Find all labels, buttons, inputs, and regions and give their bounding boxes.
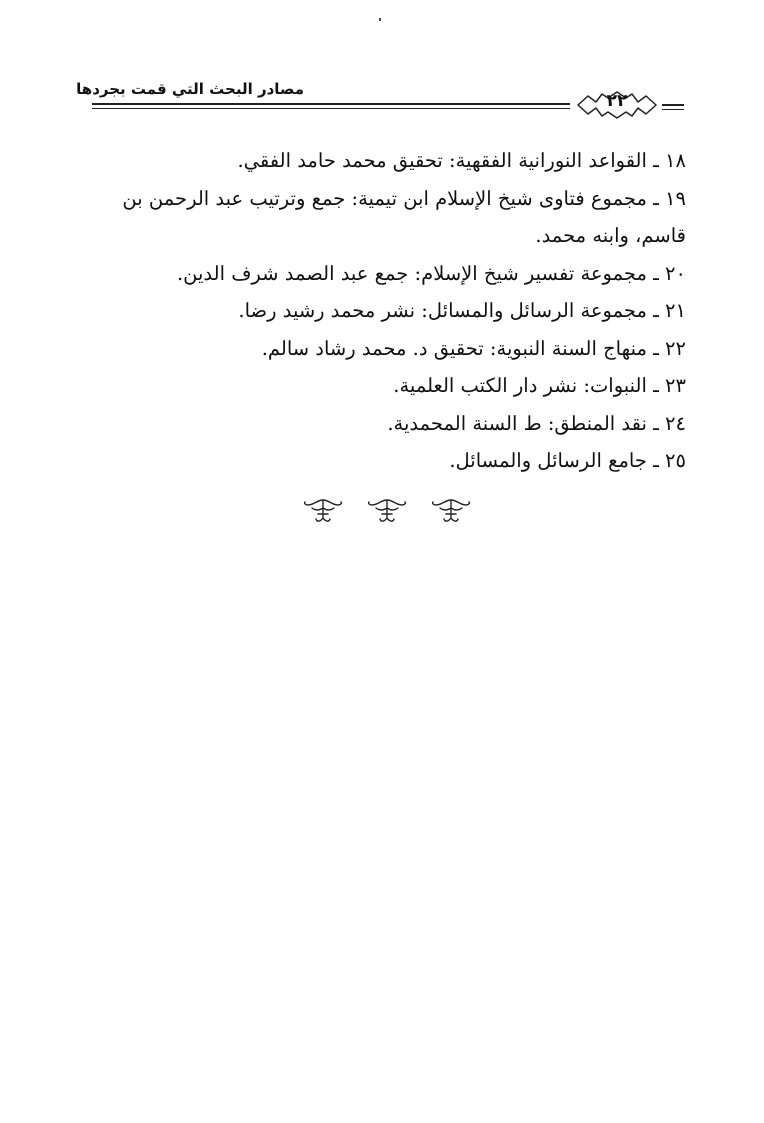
running-title: مصادر البحث التي قمت بجردها xyxy=(76,80,304,98)
list-item xyxy=(88,367,686,405)
page-number: ٢٢ xyxy=(606,91,628,111)
entry-text: منهاج السنة النبوية: تحقيق د. محمد رشاد سالم. xyxy=(261,336,647,360)
entry-text: مجموعة تفسير شيخ الإسلام: جمع عبد الصمد شرف الدين. xyxy=(176,261,647,285)
entry-text: جامع الرسائل والمسائل. xyxy=(449,449,647,472)
entry-text: القواعد النورانية الفقهية: تحقيق محمد حامد الفقي. xyxy=(237,149,647,172)
header-rule-line xyxy=(662,104,684,106)
fleuron-icon xyxy=(302,496,344,524)
entry-number: ١٩ ـ xyxy=(653,186,686,210)
header-rule-line xyxy=(662,109,684,111)
header-rule-line xyxy=(92,103,570,105)
entry-number: ٢٤ ـ xyxy=(653,411,686,435)
entry-number: ٢١ ـ xyxy=(653,299,686,322)
list-item xyxy=(88,180,686,218)
fleuron-icon xyxy=(366,496,408,524)
list-item xyxy=(88,405,686,443)
fleuron-icon xyxy=(430,496,472,524)
entry-number: ٢٥ ـ xyxy=(653,449,686,472)
header-rule-right xyxy=(662,104,684,113)
bibliography-list xyxy=(88,142,686,480)
entry-number: ٢٠ ـ xyxy=(653,261,686,285)
entry-number: ٢٢ ـ xyxy=(653,336,686,360)
entry-number: ١٨ ـ xyxy=(653,149,686,172)
entry-text: مجموع فتاوى شيخ الإسلام ابن تيمية: جمع وترتيب عبد الرحمن بن xyxy=(122,186,647,210)
entry-number: ٢٣ ـ xyxy=(653,374,686,397)
header-rule-line xyxy=(92,108,570,110)
list-item xyxy=(88,292,686,330)
list-item xyxy=(88,255,686,293)
list-item xyxy=(88,142,686,180)
section-end-ornaments xyxy=(302,496,472,526)
list-item xyxy=(88,330,686,368)
print-speck xyxy=(379,18,381,21)
list-item xyxy=(88,442,686,480)
entry-text: مجموعة الرسائل والمسائل: نشر محمد رشيد رضا. xyxy=(238,299,647,322)
header-rule xyxy=(92,103,570,112)
entry-continuation: قاسم، وابنه محمد. xyxy=(535,224,686,247)
entry-text: النبوات: نشر دار الكتب العلمية. xyxy=(393,374,647,397)
entry-text: نقد المنطق: ط السنة المحمدية. xyxy=(387,411,647,435)
